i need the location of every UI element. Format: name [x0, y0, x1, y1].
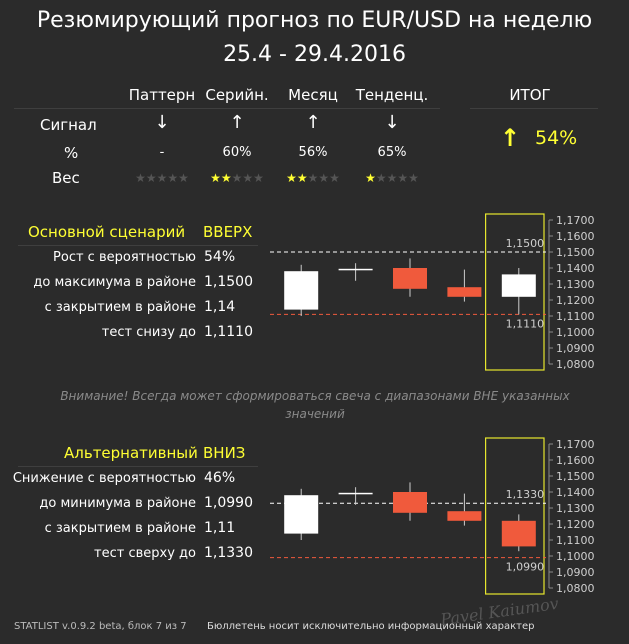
candle-body — [339, 269, 373, 271]
itog-value: 54% — [535, 127, 578, 149]
header-serial: Серийн. — [205, 86, 269, 104]
alt-row-label-0: Снижение с вероятностью — [12, 471, 196, 486]
scenario-alt-title: Альтернативный — [64, 444, 198, 462]
candle-body — [339, 493, 373, 495]
star-empty-icon: ★ — [145, 171, 157, 185]
main-row-label-0: Рост с вероятностью — [53, 250, 196, 265]
star-empty-icon: ★ — [397, 171, 409, 185]
candlestick-chart-main — [266, 212, 606, 372]
y-tick-label: 1,1000 — [556, 326, 595, 339]
itog-arrow-icon: ↑ — [500, 124, 521, 152]
star-empty-icon: ★ — [307, 171, 319, 185]
star-empty-icon: ★ — [135, 171, 146, 185]
scenario-main-title: Основной сценарий — [28, 223, 186, 241]
main-row-label-3: тест снизу до — [101, 325, 196, 340]
y-tick-label: 1,0800 — [556, 582, 595, 595]
y-tick-label: 1,1600 — [556, 230, 595, 243]
star-filled-icon: ★ — [296, 171, 308, 185]
star-empty-icon: ★ — [386, 171, 398, 185]
weight-stars-month — [283, 171, 343, 185]
y-tick-label: 1,1700 — [556, 214, 595, 227]
star-empty-icon: ★ — [253, 171, 264, 185]
main-row-value-2: 1,14 — [204, 299, 236, 315]
star-empty-icon: ★ — [178, 171, 189, 185]
star-empty-icon: ★ — [375, 171, 387, 185]
y-tick-label: 1,1300 — [556, 502, 595, 515]
percent-pattern: - — [159, 145, 165, 160]
y-tick-label: 1,1100 — [556, 310, 595, 323]
level-label: 1,1500 — [505, 237, 545, 250]
candlestick-chart-alt — [266, 436, 606, 596]
alt-row-value-0: 46% — [204, 470, 236, 486]
level-label: 1,0990 — [505, 560, 545, 574]
header-trend: Тенденц. — [355, 86, 429, 104]
weight-stars-serial — [207, 171, 267, 185]
y-tick-label: 1,0900 — [556, 342, 595, 355]
main-row-value-3: 1,1110 — [204, 324, 253, 340]
star-empty-icon: ★ — [408, 171, 419, 185]
star-empty-icon: ★ — [242, 171, 254, 185]
footer-version: STATLIST v.0.9.2 beta, блок 7 из 7 — [14, 621, 187, 632]
alt-row-value-2: 1,11 — [204, 520, 236, 536]
candle-body — [447, 511, 481, 521]
header-itog: ИТОГ — [509, 86, 551, 104]
main-row-label-1: до максимума в районе — [33, 275, 196, 290]
warning-note: Внимание! Всегда может сформироваться свеча с диапазонами ВНЕ указанных значений — [60, 389, 570, 421]
header-month: Месяц — [288, 86, 338, 104]
star-empty-icon: ★ — [156, 171, 168, 185]
main-row-label-2: с закрытием в районе — [44, 300, 196, 315]
row-label-signal: Сигнал — [40, 116, 97, 134]
weight-stars-pattern — [132, 171, 192, 185]
row-label-percent: % — [64, 144, 79, 162]
y-tick-label: 1,1700 — [556, 438, 595, 451]
table-divider — [14, 108, 440, 109]
level-label: 1,1110 — [505, 317, 545, 331]
candle-body — [502, 274, 536, 296]
alt-row-label-3: тест сверху до — [94, 546, 196, 561]
y-tick-label: 1,1500 — [556, 246, 595, 259]
star-filled-icon: ★ — [210, 171, 221, 185]
header-pattern: Паттерн — [128, 86, 196, 104]
y-tick-label: 1,1400 — [556, 262, 595, 275]
y-tick-label: 1,0900 — [556, 566, 595, 579]
author-signature: Pavel Kaiumov — [439, 593, 560, 630]
star-filled-icon: ★ — [220, 171, 232, 185]
scenario-alt-direction: ВНИЗ — [203, 444, 246, 462]
signal-month-arrow-icon: ↑ — [305, 112, 321, 133]
y-tick-label: 1,1600 — [556, 454, 595, 467]
y-tick-label: 1,0800 — [556, 358, 595, 371]
page-title: Резюмирующий прогноз по EUR/USD на неделю — [36, 8, 593, 33]
itog-divider — [470, 108, 598, 109]
percent-month: 56% — [298, 145, 328, 160]
main-row-value-1: 1,1500 — [204, 274, 253, 290]
y-tick-label: 1,1500 — [556, 470, 595, 483]
candle-body — [447, 287, 481, 297]
alt-row-value-1: 1,0990 — [204, 495, 253, 511]
signal-trend-arrow-icon: ↓ — [384, 112, 400, 133]
alt-row-value-3: 1,1330 — [204, 545, 253, 561]
scenario-main-direction: ВВЕРХ — [203, 223, 253, 241]
star-empty-icon: ★ — [329, 171, 340, 185]
y-tick-label: 1,1400 — [556, 486, 595, 499]
weight-stars-trend — [362, 171, 422, 185]
y-tick-label: 1,1200 — [556, 294, 595, 307]
y-tick-label: 1,1200 — [556, 518, 595, 531]
percent-trend: 65% — [377, 145, 407, 160]
candle-body — [393, 268, 427, 289]
y-tick-label: 1,1000 — [556, 550, 595, 563]
row-label-weight: Вес — [52, 169, 80, 187]
alt-row-label-1: до минимума в районе — [39, 496, 196, 511]
candle-body — [284, 495, 318, 533]
page-subtitle: 25.4 - 29.4.2016 — [223, 42, 406, 67]
signal-serial-arrow-icon: ↑ — [229, 112, 245, 133]
percent-serial: 60% — [222, 145, 252, 160]
star-filled-icon: ★ — [286, 171, 297, 185]
footer-disclaimer: Бюллетень носит исключительно информационный характер — [207, 621, 535, 632]
y-tick-label: 1,1300 — [556, 278, 595, 291]
scenario-alt-divider — [18, 466, 258, 467]
candle-body — [284, 271, 318, 309]
star-filled-icon: ★ — [365, 171, 376, 185]
signal-pattern-arrow-icon: ↓ — [154, 112, 170, 133]
level-label: 1,1330 — [505, 488, 545, 502]
alt-row-label-2: с закрытием в районе — [44, 521, 196, 536]
main-row-value-0: 54% — [204, 249, 236, 265]
candle-body — [502, 521, 536, 547]
y-tick-label: 1,1100 — [556, 534, 595, 547]
candle-body — [393, 492, 427, 513]
star-empty-icon: ★ — [318, 171, 330, 185]
star-empty-icon: ★ — [167, 171, 179, 185]
scenario-main-divider — [18, 245, 258, 246]
star-empty-icon: ★ — [231, 171, 243, 185]
